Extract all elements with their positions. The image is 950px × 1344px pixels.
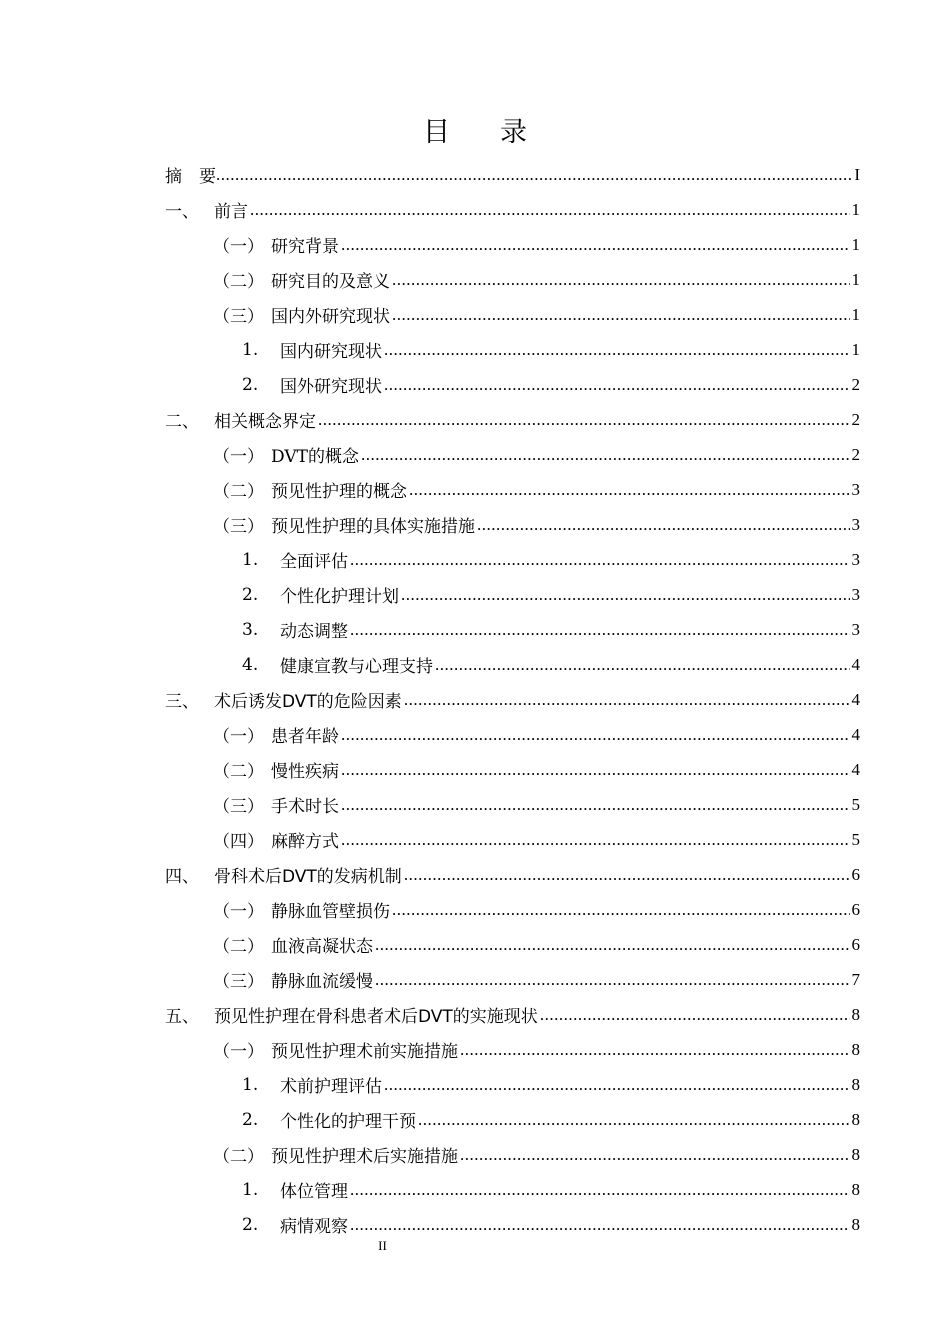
toc-entry-number: （一） — [213, 727, 264, 747]
toc-entry-number: （三） — [213, 797, 264, 817]
toc-leader-dots — [392, 305, 850, 325]
toc-entry-label: 麻醉方式 — [271, 832, 339, 852]
toc-entry[interactable] — [165, 997, 860, 1032]
toc-entry-page: 6 — [851, 934, 860, 954]
toc-leader-dots — [375, 970, 850, 990]
toc-leader-dots — [350, 550, 850, 570]
toc-entry-number: （三） — [213, 972, 264, 992]
toc-leader-dots — [384, 1075, 850, 1095]
toc-entry-label: 国内研究现状 — [280, 342, 382, 362]
toc-entry[interactable] — [165, 927, 860, 962]
toc-entry[interactable] — [165, 192, 860, 227]
toc-leader-dots — [341, 830, 850, 850]
toc-entry-page: 1 — [851, 339, 860, 359]
toc-entry-label: 前言 — [214, 202, 248, 222]
toc-entry-page: 4 — [851, 654, 860, 674]
toc-leader-dots — [409, 480, 850, 500]
toc-entry[interactable] — [165, 577, 860, 612]
toc-entry-number: （二） — [213, 482, 264, 502]
toc-entry[interactable] — [165, 227, 860, 262]
toc-entry-label: 术后诱发DVT的危险因素 — [214, 692, 402, 712]
toc-entry[interactable] — [165, 892, 860, 927]
page-number: II — [378, 1238, 387, 1253]
toc-entry-page: 8 — [851, 1039, 860, 1059]
toc-entry-label: 预见性护理术后实施措施 — [271, 1147, 458, 1167]
toc-entry-number: （二） — [213, 1147, 264, 1167]
toc-entry-number: 2. — [242, 1214, 259, 1235]
toc-entry-number: 2. — [242, 1109, 259, 1130]
toc-title: 目录 — [423, 117, 577, 148]
toc-entry[interactable] — [165, 262, 860, 297]
toc-entry-number: 一、 — [165, 202, 199, 222]
toc-entry-page: 3 — [851, 479, 860, 499]
toc-entry-label: 研究背景 — [271, 237, 339, 257]
toc-entry-page: I — [854, 164, 860, 184]
toc-entry-label: 研究目的及意义 — [271, 272, 390, 292]
toc-entry[interactable] — [165, 822, 860, 857]
toc-entry[interactable] — [165, 1032, 860, 1067]
toc-entry-number: （三） — [213, 307, 264, 327]
toc-leader-dots — [392, 270, 850, 290]
toc-entry-page: 4 — [851, 689, 860, 709]
toc-entry[interactable] — [165, 402, 860, 437]
toc-leader-dots — [350, 1180, 850, 1200]
toc-entry-page: 4 — [851, 759, 860, 779]
toc-entry-page: 5 — [851, 794, 860, 814]
toc-leader-dots — [540, 1005, 850, 1025]
toc-entry-page: 8 — [851, 1109, 860, 1129]
toc-entry-page: 3 — [851, 514, 860, 534]
toc-entry-page: 8 — [851, 1004, 860, 1024]
toc-entry[interactable] — [165, 1172, 860, 1207]
toc-entry-page: 1 — [851, 234, 860, 254]
toc-entry-label: 国外研究现状 — [280, 377, 382, 397]
toc-leader-dots — [418, 1110, 850, 1130]
toc-leader-dots — [341, 795, 850, 815]
toc-entry-number: 1. — [242, 1179, 259, 1200]
toc-leader-dots — [216, 165, 852, 185]
toc-entry-number: 3. — [242, 619, 259, 640]
toc-entry-page: 3 — [851, 584, 860, 604]
toc-leader-dots — [404, 690, 850, 710]
toc-entry-page: 7 — [851, 969, 860, 989]
toc-entry-label: 国内外研究现状 — [271, 307, 390, 327]
toc-entry-page: 3 — [851, 619, 860, 639]
toc-entry[interactable] — [165, 857, 860, 892]
toc-entry[interactable] — [165, 962, 860, 997]
toc-entry-label: 手术时长 — [271, 797, 339, 817]
toc-entry-number: 三、 — [165, 692, 199, 712]
toc-entry-number: 四、 — [165, 867, 199, 887]
toc-leader-dots — [350, 1215, 850, 1235]
toc-leader-dots — [250, 200, 850, 220]
toc-entry[interactable] — [165, 752, 860, 787]
toc-entry-number: （一） — [213, 1042, 264, 1062]
toc-entry-label: 术前护理评估 — [280, 1077, 382, 1097]
toc-entry-number: 2. — [242, 584, 259, 605]
toc-entry[interactable] — [165, 1137, 860, 1172]
toc-entry-number: 2. — [242, 374, 259, 395]
toc-entry-page: 8 — [851, 1214, 860, 1234]
toc-leader-dots — [392, 900, 850, 920]
toc-entry-label: 预见性护理在骨科患者术后DVT的实施现状 — [214, 1007, 538, 1027]
toc-entry[interactable] — [165, 1102, 860, 1137]
toc-leader-dots — [341, 760, 850, 780]
toc-leader-dots — [404, 865, 850, 885]
toc-entry[interactable] — [165, 332, 860, 367]
toc-leader-dots — [341, 725, 850, 745]
toc-entry-number: （二） — [213, 762, 264, 782]
toc-entry[interactable] — [165, 612, 860, 647]
toc-entry-page: 6 — [851, 864, 860, 884]
toc-entry[interactable] — [165, 437, 860, 472]
toc-entry-page: 2 — [851, 444, 860, 464]
toc-entry-page: 1 — [851, 199, 860, 219]
toc-entry-number: 1. — [242, 339, 259, 360]
toc-entry-number: （四） — [213, 832, 264, 852]
toc-entry[interactable] — [165, 297, 860, 332]
toc-leader-dots — [318, 410, 850, 430]
toc-entry[interactable] — [165, 682, 860, 717]
toc-entry-label: 健康宣教与心理支持 — [280, 657, 433, 677]
toc-entry[interactable] — [165, 717, 860, 752]
toc-entry-label: 全面评估 — [280, 552, 348, 572]
toc-entry-label: 预见性护理术前实施措施 — [271, 1042, 458, 1062]
toc-leader-dots — [460, 1145, 850, 1165]
toc-leader-dots — [375, 935, 850, 955]
toc-entry-label: 静脉血管壁损伤 — [271, 902, 390, 922]
toc-list — [165, 157, 860, 1242]
toc-entry-number: 五、 — [165, 1007, 199, 1027]
toc-entry-number: 4. — [242, 654, 259, 675]
toc-entry-label: 骨科术后DVT的发病机制 — [214, 867, 402, 887]
toc-leader-dots — [384, 375, 850, 395]
toc-entry-page: 8 — [851, 1074, 860, 1094]
toc-entry-number: （二） — [213, 937, 264, 957]
toc-entry-label: 个性化的护理干预 — [280, 1112, 416, 1132]
toc-entry-number: （三） — [213, 517, 264, 537]
toc-entry-page: 5 — [851, 829, 860, 849]
toc-entry-number: 1. — [242, 1074, 259, 1095]
toc-leader-dots — [477, 515, 850, 535]
toc-entry-page: 4 — [851, 724, 860, 744]
toc-entry-number: （一） — [213, 447, 264, 467]
toc-entry-number: （一） — [213, 902, 264, 922]
toc-leader-dots — [384, 340, 850, 360]
toc-entry-label: 预见性护理的概念 — [271, 482, 407, 502]
toc-entry-number: 二、 — [165, 412, 199, 432]
toc-entry-number: （一） — [213, 237, 264, 257]
toc-entry-label: DVT的概念 — [271, 447, 359, 467]
toc-entry[interactable] — [165, 1207, 860, 1242]
toc-leader-dots — [361, 445, 850, 465]
toc-entry[interactable] — [165, 542, 860, 577]
toc-entry[interactable] — [165, 367, 860, 402]
toc-entry-page: 2 — [851, 374, 860, 394]
toc-entry-label: 静脉血流缓慢 — [271, 972, 373, 992]
toc-entry[interactable] — [165, 1067, 860, 1102]
toc-entry[interactable] — [165, 787, 860, 822]
toc-entry-page: 3 — [851, 549, 860, 569]
toc-entry-label: 相关概念界定 — [214, 412, 316, 432]
toc-entry-number: 1. — [242, 549, 259, 570]
toc-entry-label: 血液高凝状态 — [271, 937, 373, 957]
toc-entry-label: 体位管理 — [280, 1182, 348, 1202]
toc-entry-page: 2 — [851, 409, 860, 429]
toc-entry-number: （二） — [213, 272, 264, 292]
toc-entry[interactable] — [165, 472, 860, 507]
toc-entry-page: 6 — [851, 899, 860, 919]
toc-leader-dots — [341, 235, 850, 255]
toc-entry[interactable] — [165, 647, 860, 682]
toc-entry-page: 1 — [851, 304, 860, 324]
toc-entry-page: 8 — [851, 1144, 860, 1164]
toc-entry-number: 摘 要 — [165, 167, 216, 187]
toc-entry-label: 预见性护理的具体实施措施 — [271, 517, 475, 537]
toc-entry-page: 1 — [851, 269, 860, 289]
toc-entry-label: 慢性疾病 — [271, 762, 339, 782]
toc-entry-label: 病情观察 — [280, 1217, 348, 1237]
toc-leader-dots — [460, 1040, 850, 1060]
toc-entry-page: 8 — [851, 1179, 860, 1199]
toc-entry[interactable] — [165, 507, 860, 542]
toc-entry-label: 患者年龄 — [271, 727, 339, 747]
toc-entry[interactable] — [165, 157, 860, 192]
toc-entry-label: 个性化护理计划 — [280, 587, 399, 607]
toc-entry-label: 动态调整 — [280, 622, 348, 642]
toc-leader-dots — [401, 585, 850, 605]
toc-leader-dots — [435, 655, 850, 675]
toc-leader-dots — [350, 620, 850, 640]
